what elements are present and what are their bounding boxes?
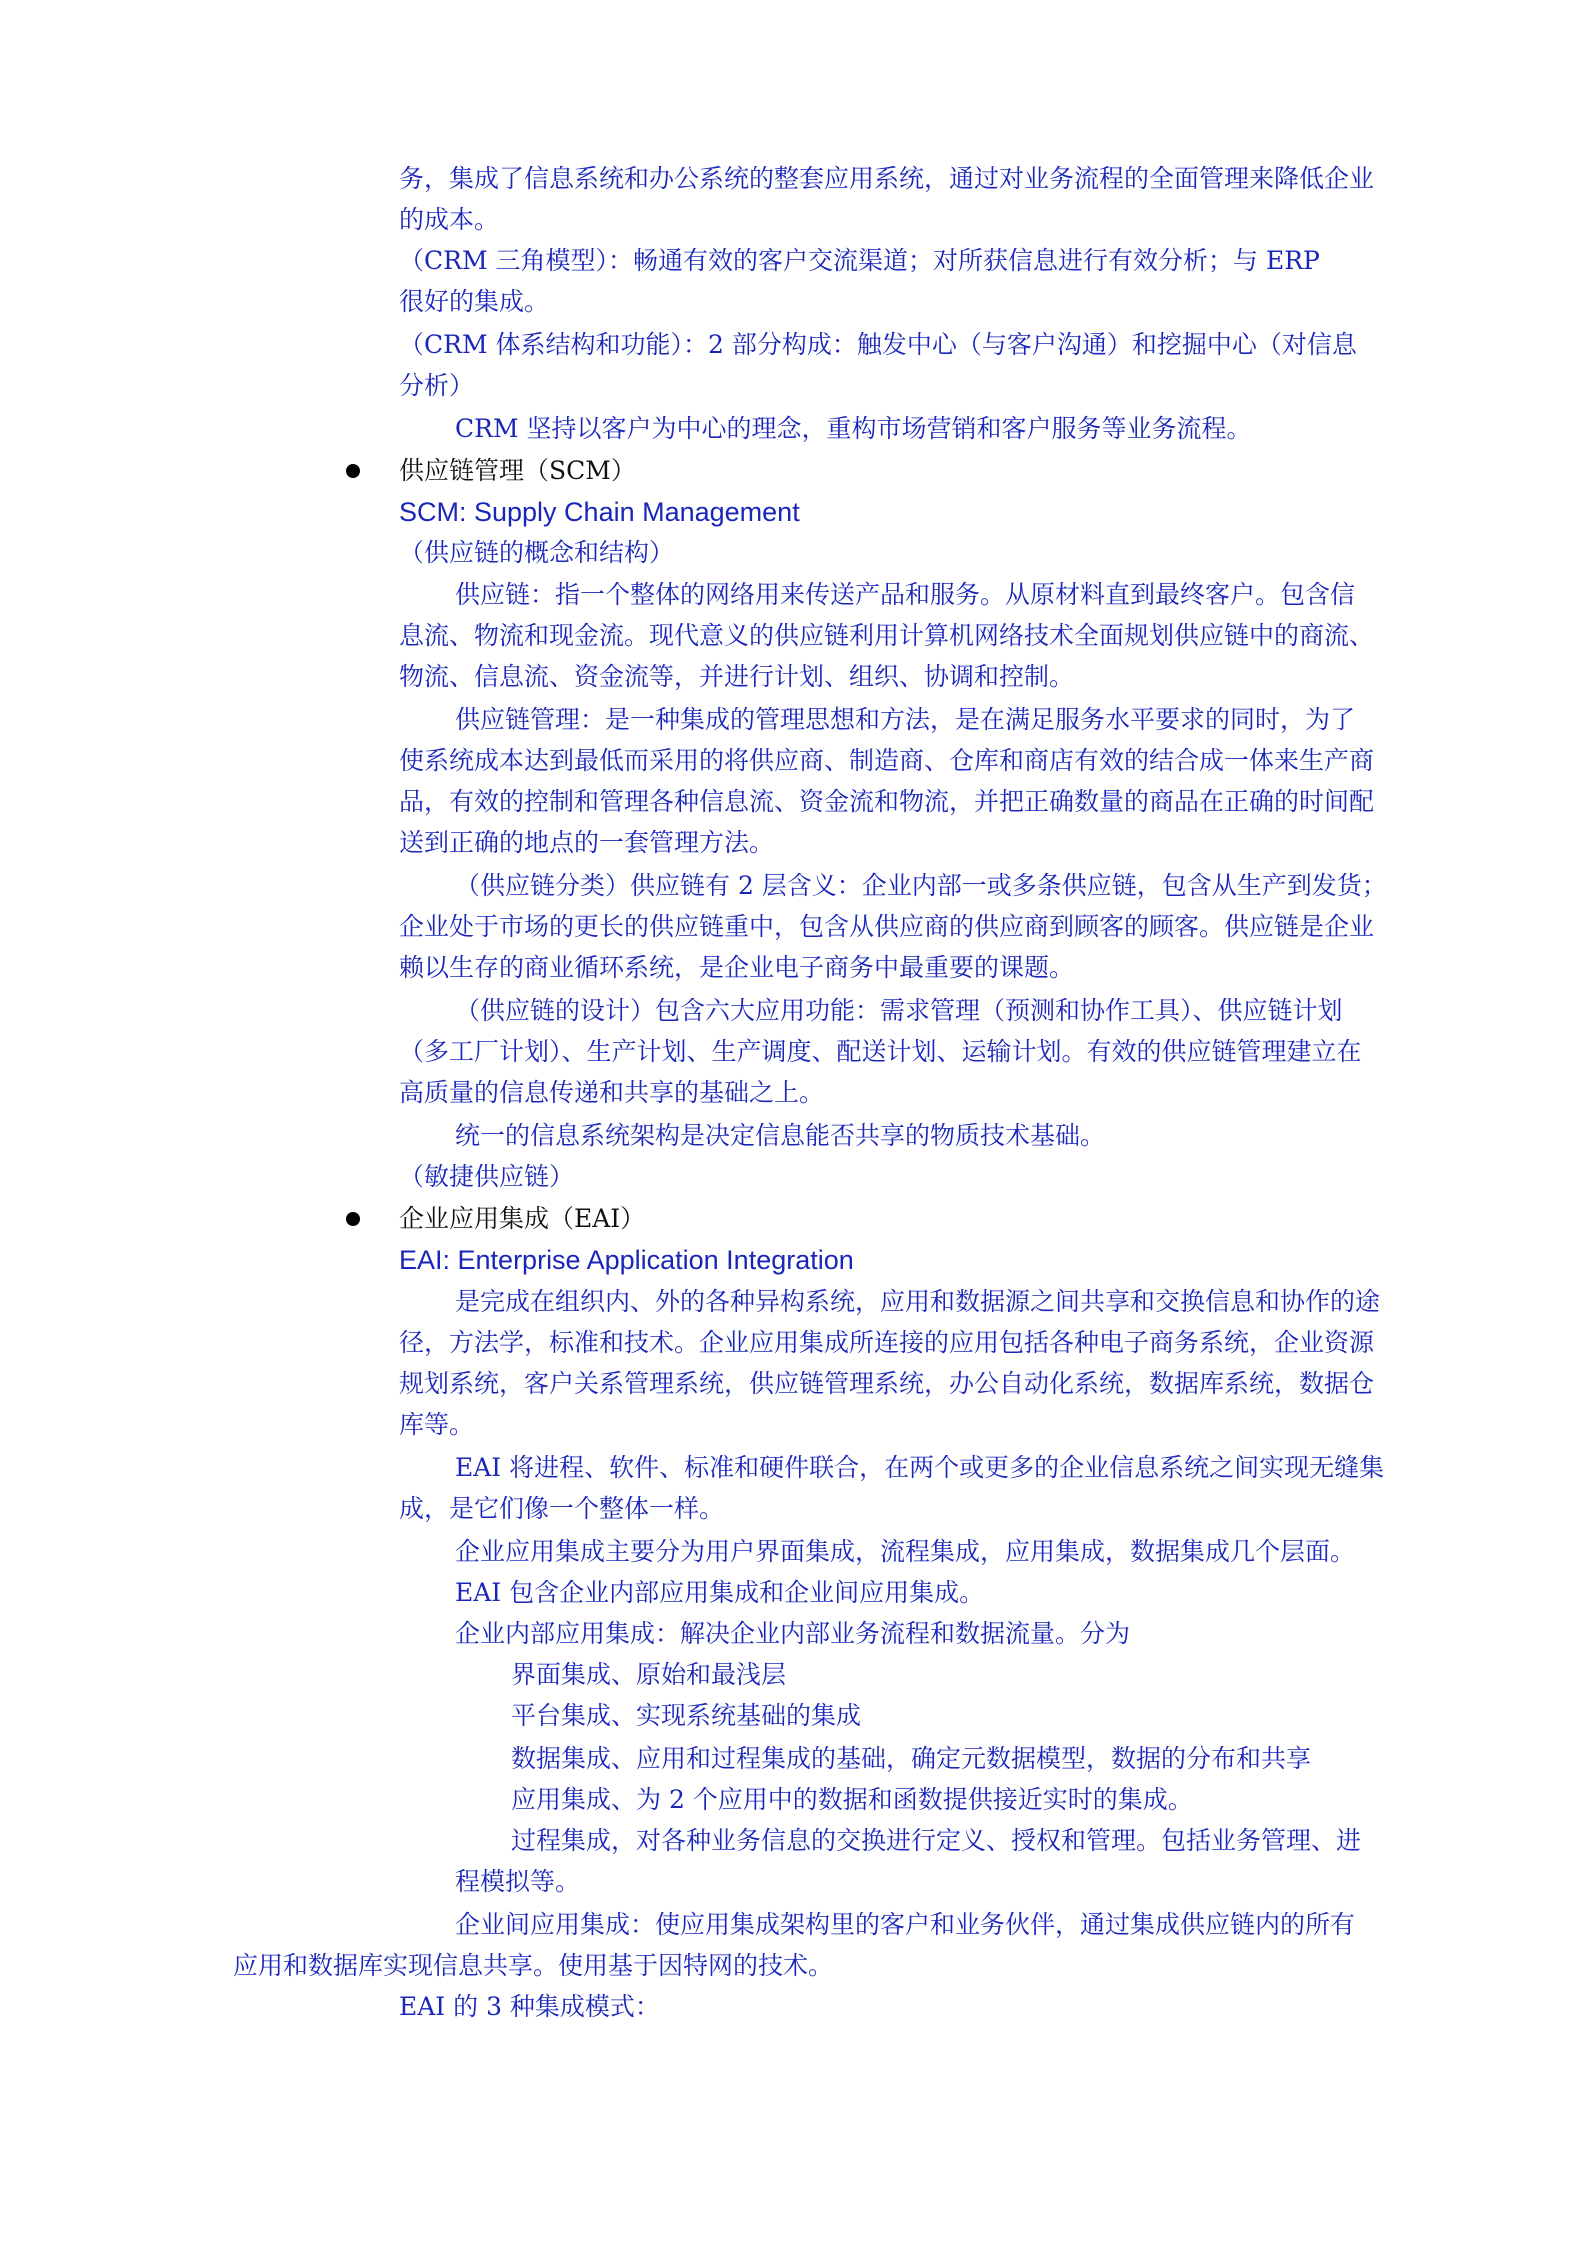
paragraph-line: 企业间应用集成：使应用集成架构里的客户和业务伙伴，通过集成供应链内的所有	[455, 1910, 1356, 1939]
paragraph-line: 程模拟等。	[455, 1867, 581, 1896]
paragraph-line: 的成本。	[399, 205, 500, 234]
paragraph-line: （供应链分类）供应链有 2 层含义：企业内部一或多条供应链，包含从生产到发货；	[455, 871, 1387, 900]
paragraph-line: （供应链的设计）包含六大应用功能：需求管理（预测和协作工具）、供应链计划	[455, 996, 1343, 1025]
paragraph-line: （敏捷供应链）	[399, 1162, 575, 1191]
paragraph-line: 过程集成，对各种业务信息的交换进行定义、授权和管理。包括业务管理、进	[511, 1826, 1362, 1855]
section-heading-scm: 供应链管理（SCM）	[399, 456, 636, 485]
paragraph-line: EAI 将进程、软件、标准和硬件联合，在两个或更多的企业信息系统之间实现无缝集	[455, 1453, 1385, 1482]
paragraph-line: 应用集成、为 2 个应用中的数据和函数提供接近实时的集成。	[511, 1785, 1193, 1814]
bullet-icon	[346, 1212, 360, 1226]
paragraph-line: 企业应用集成主要分为用户界面集成，流程集成，应用集成，数据集成几个层面。	[455, 1537, 1356, 1566]
paragraph-line: 成，是它们像一个整体一样。	[399, 1494, 725, 1523]
paragraph-line: CRM 坚持以客户为中心的理念，重构市场营销和客户服务等业务流程。	[455, 414, 1252, 443]
paragraph-line: 界面集成、原始和最浅层	[511, 1660, 787, 1689]
bullet-icon	[346, 464, 360, 478]
paragraph-line: 企业处于市场的更长的供应链重中，包含从供应商的供应商到顾客的顾客。供应链是企业	[399, 912, 1375, 941]
paragraph-line: 高质量的信息传递和共享的基础之上。	[399, 1078, 825, 1107]
paragraph-line: 供应链管理：是一种集成的管理思想和方法，是在满足服务水平要求的同时，为了	[455, 705, 1356, 734]
paragraph-line: 库等。	[399, 1410, 475, 1439]
subheading-scm: SCM: Supply Chain Management	[399, 497, 800, 527]
paragraph-line: 品，有效的控制和管理各种信息流、资金流和物流，并把正确数量的商品在正确的时间配	[399, 787, 1375, 816]
subheading-eai: EAI: Enterprise Application Integration	[399, 1245, 854, 1275]
paragraph-line: 平台集成、实现系统基础的集成	[511, 1701, 862, 1730]
paragraph-line: （CRM 体系结构和功能）：2 部分构成：触发中心（与客户沟通）和挖掘中心（对信息	[399, 330, 1357, 359]
paragraph-line: 应用和数据库实现信息共享。使用基于因特网的技术。	[233, 1951, 834, 1980]
paragraph-line: 息流、物流和现金流。现代意义的供应链利用计算机网络技术全面规划供应链中的商流、	[399, 621, 1375, 650]
section-heading-eai: 企业应用集成（EAI）	[399, 1204, 646, 1233]
paragraph-line: 企业内部应用集成：解决企业内部业务流程和数据流量。分为	[455, 1619, 1131, 1648]
paragraph-line: 赖以生存的商业循环系统，是企业电子商务中最重要的课题。	[399, 953, 1075, 982]
paragraph-line: 规划系统，客户关系管理系统，供应链管理系统，办公自动化系统，数据库系统，数据仓	[399, 1369, 1375, 1398]
paragraph-line: （供应链的概念和结构）	[399, 538, 675, 567]
paragraph-line: 物流、信息流、资金流等，并进行计划、组织、协调和控制。	[399, 662, 1075, 691]
paragraph-line: 是完成在组织内、外的各种异构系统，应用和数据源之间共享和交换信息和协作的途	[455, 1287, 1381, 1316]
paragraph-line: （多工厂计划）、生产计划、生产调度、配送计划、运输计划。有效的供应链管理建立在	[399, 1037, 1362, 1066]
paragraph-line: 统一的信息系统架构是决定信息能否共享的物质技术基础。	[455, 1121, 1106, 1150]
paragraph-line: EAI 包含企业内部应用集成和企业间应用集成。	[455, 1578, 985, 1607]
paragraph-line: 分析）	[399, 371, 475, 400]
paragraph-line: （CRM 三角模型）：畅通有效的客户交流渠道；对所获信息进行有效分析；与 ERP	[399, 246, 1320, 275]
paragraph-line: 供应链：指一个整体的网络用来传送产品和服务。从原材料直到最终客户。包含信	[455, 580, 1356, 609]
paragraph-line: EAI 的 3 种集成模式：	[399, 1992, 660, 2021]
paragraph-line: 送到正确的地点的一套管理方法。	[399, 828, 775, 857]
paragraph-line: 数据集成、应用和过程集成的基础，确定元数据模型，数据的分布和共享	[511, 1744, 1312, 1773]
paragraph-line: 径，方法学，标准和技术。企业应用集成所连接的应用包括各种电子商务系统，企业资源	[399, 1328, 1375, 1357]
paragraph-line: 使系统成本达到最低而采用的将供应商、制造商、仓库和商店有效的结合成一体来生产商	[399, 746, 1375, 775]
paragraph-line: 很好的集成。	[399, 287, 550, 316]
paragraph-line: 务，集成了信息系统和办公系统的整套应用系统，通过对业务流程的全面管理来降低企业	[399, 164, 1375, 193]
